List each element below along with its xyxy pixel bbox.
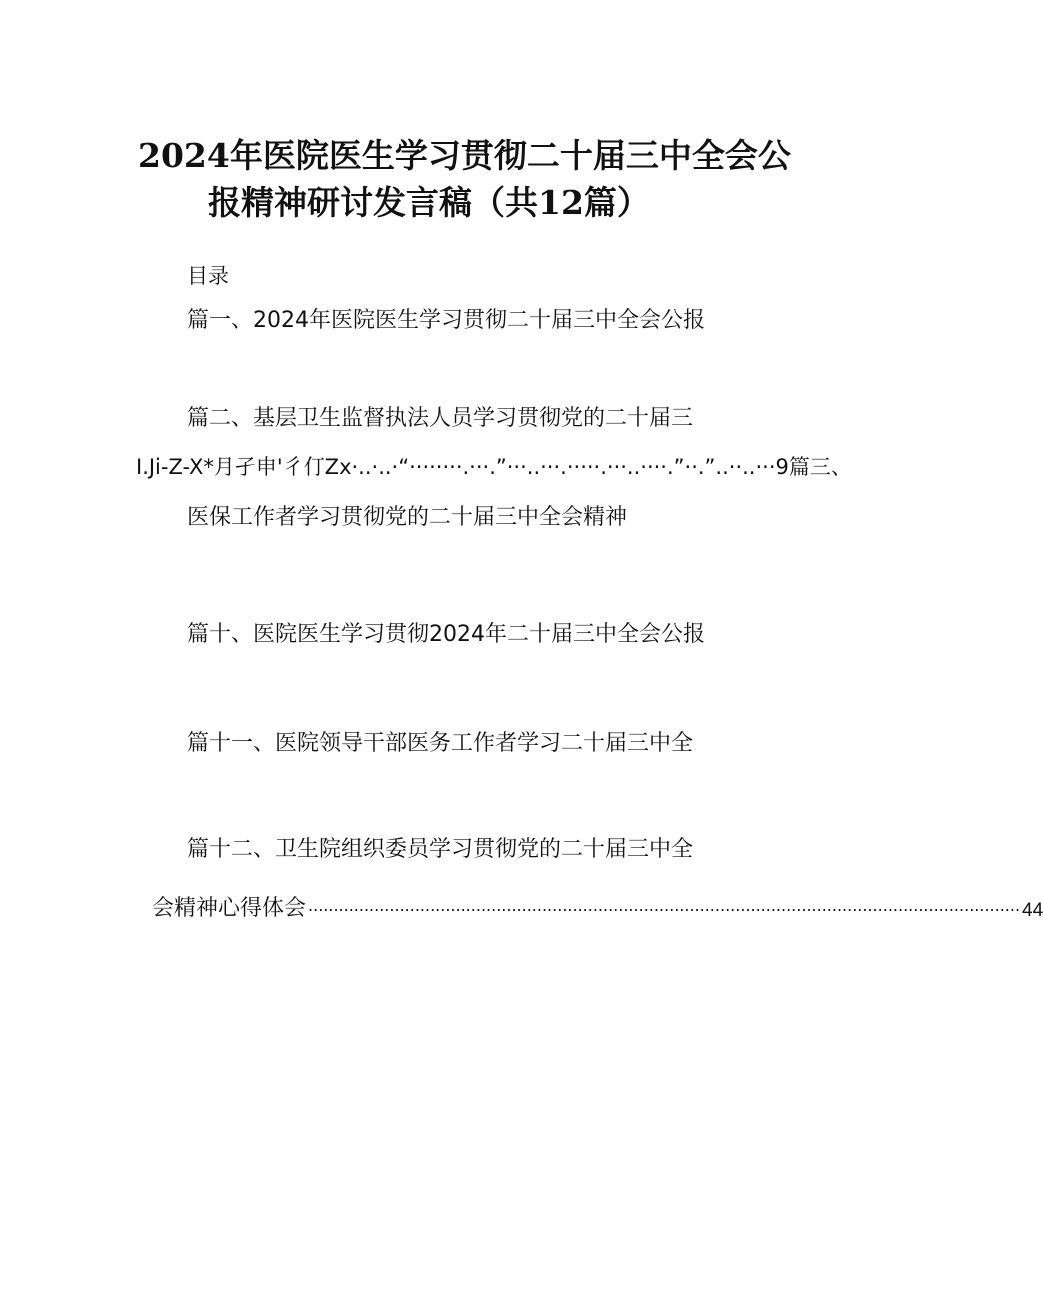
toc-entry-12-text: 会精神心得体会 bbox=[152, 896, 307, 921]
document-title-line-1: 2024年医院医生学习贯彻二十届三中全会公 bbox=[138, 136, 791, 175]
document-title-line-2: 报精神研讨发言稿（共12篇） bbox=[208, 183, 650, 222]
toc-entry-12: 篇十二、卫生院组织委员学习贯彻党的二十届三中全 bbox=[187, 837, 694, 862]
toc-entry-10: 篇十、医院医生学习贯彻2024年二十届三中全会公报 bbox=[187, 622, 705, 647]
toc-entry-12-continued bbox=[152, 890, 1043, 922]
toc-heading: 目录 bbox=[187, 264, 229, 288]
toc-entry-1: 篇一、2024年医院医生学习贯彻二十届三中全会公报 bbox=[187, 308, 705, 333]
toc-entry-11: 篇十一、医院领导干部医务工作者学习二十届三中全 bbox=[187, 731, 694, 756]
toc-page-number: 44 bbox=[1022, 900, 1043, 921]
toc-entry-3-continued: 医保工作者学习贯彻党的二十届三中全会精神 bbox=[187, 505, 628, 530]
toc-entry-2: 篇二、基层卫生监督执法人员学习贯彻党的二十届三 bbox=[187, 406, 694, 431]
toc-entry-garbled-line: I.Ji-Z-X*月孑申'彳仃Zx·..·..·“········.···.”···..···.·····.···..····.”··.”..··..···9篇三、 bbox=[136, 455, 852, 479]
toc-dot-leader: ............................................................................................................................................ bbox=[308, 896, 1021, 915]
